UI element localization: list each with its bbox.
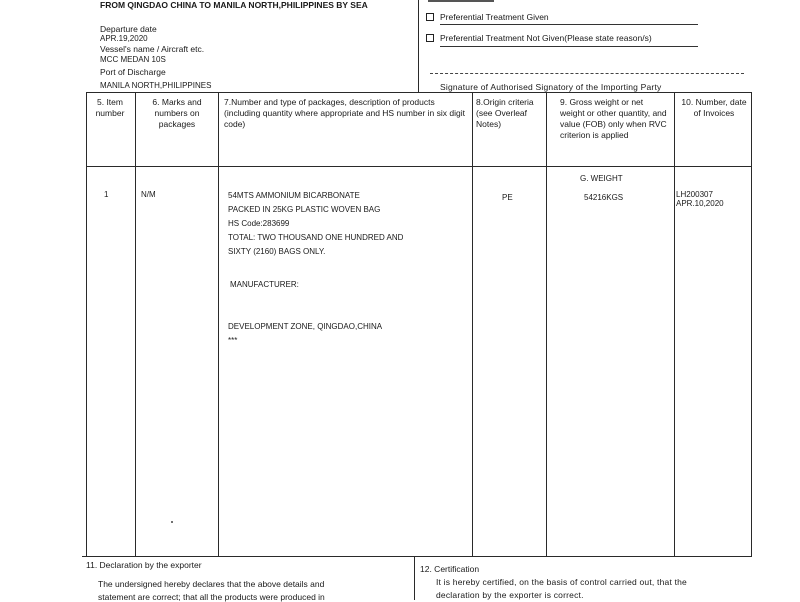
checkbox[interactable] [426,34,434,42]
port-of-discharge-label: Port of Discharge [100,67,166,77]
shipment-route: FROM QINGDAO CHINA TO MANILA NORTH,PHILIPPINES BY SEA [100,0,368,10]
origin-criteria-value: PE [502,193,513,202]
col-header-origin-criteria: 8.Origin criteria (see Overleaf Notes) [476,97,534,129]
end-marks: *** [228,336,238,345]
marks-value: N/M [141,190,156,199]
declaration-text-line: statement are correct; that all the products were produced in [98,592,325,602]
gross-weight-value: 54216KGS [584,193,624,202]
description-line: 54MTS AMMONIUM BICARBONATE [228,191,360,200]
departure-date-label: Departure date [100,24,157,34]
manufacturer-address: DEVELOPMENT ZONE, QINGDAO,CHINA [228,322,383,331]
description-line: TOTAL: TWO THOUSAND ONE HUNDRED AND [228,233,404,242]
col-header-marks: 6. Marks and numbers on packages [152,97,202,129]
speck-mark [171,521,173,523]
declaration-text-line: The undersigned hereby declares that the above details and [98,579,325,589]
option-label: Preferential Treatment Not Given(Please state reason/s) [440,33,652,43]
certification-title: 12. Certification [420,564,480,574]
description-line: PACKED IN 25KG PLASTIC WOVEN BAG [228,205,381,214]
port-of-discharge-value: MANILA NORTH,PHILIPPINES [100,81,212,90]
col-header-description: 7.Number and type of packages, description of products (including quantity where appropriate and HS number in six digit code) [224,97,465,129]
certification-text-line: declaration by the exporter is correct. [436,590,584,600]
vessel-label: Vessel's name / Aircraft etc. [100,44,205,54]
description-line: SIXTY (2160) BAGS ONLY. [228,247,326,256]
option-label: Preferential Treatment Given [440,12,549,22]
option-preferential-given[interactable] [426,12,549,22]
declaration-title: 11. Declaration by the exporter [86,560,202,570]
col-header-item-number: 5. Item number [95,97,125,118]
manufacturer-label: MANUFACTURER: [230,280,299,289]
col-header-invoices: 10. Number, date of Invoices [681,97,747,118]
option-preferential-not-given[interactable] [426,33,652,43]
signature-line [430,73,744,74]
description-line: HS Code:283699 [228,219,290,228]
invoice-number: LH200307 [676,190,713,199]
gross-weight-label: G. WEIGHT [580,174,623,183]
item-number: 1 [104,190,109,199]
invoice-date: APR.10,2020 [676,199,724,208]
signature-caption: Signature of Authorised Signatory of the Importing Party [440,82,662,92]
description-block [228,189,403,259]
checkbox[interactable] [426,13,434,21]
vessel-value: MCC MEDAN 10S [100,55,166,64]
col-header-gross-weight: 9. Gross weight or net weight or other quantity, and value (FOB) only when RVC criterion is applied [560,97,667,140]
cut-off-text-fragment [428,0,494,2]
certification-text-line: It is hereby certified, on the basis of control carried out, that the [436,577,687,587]
departure-date-value: APR.19,2020 [100,34,148,43]
